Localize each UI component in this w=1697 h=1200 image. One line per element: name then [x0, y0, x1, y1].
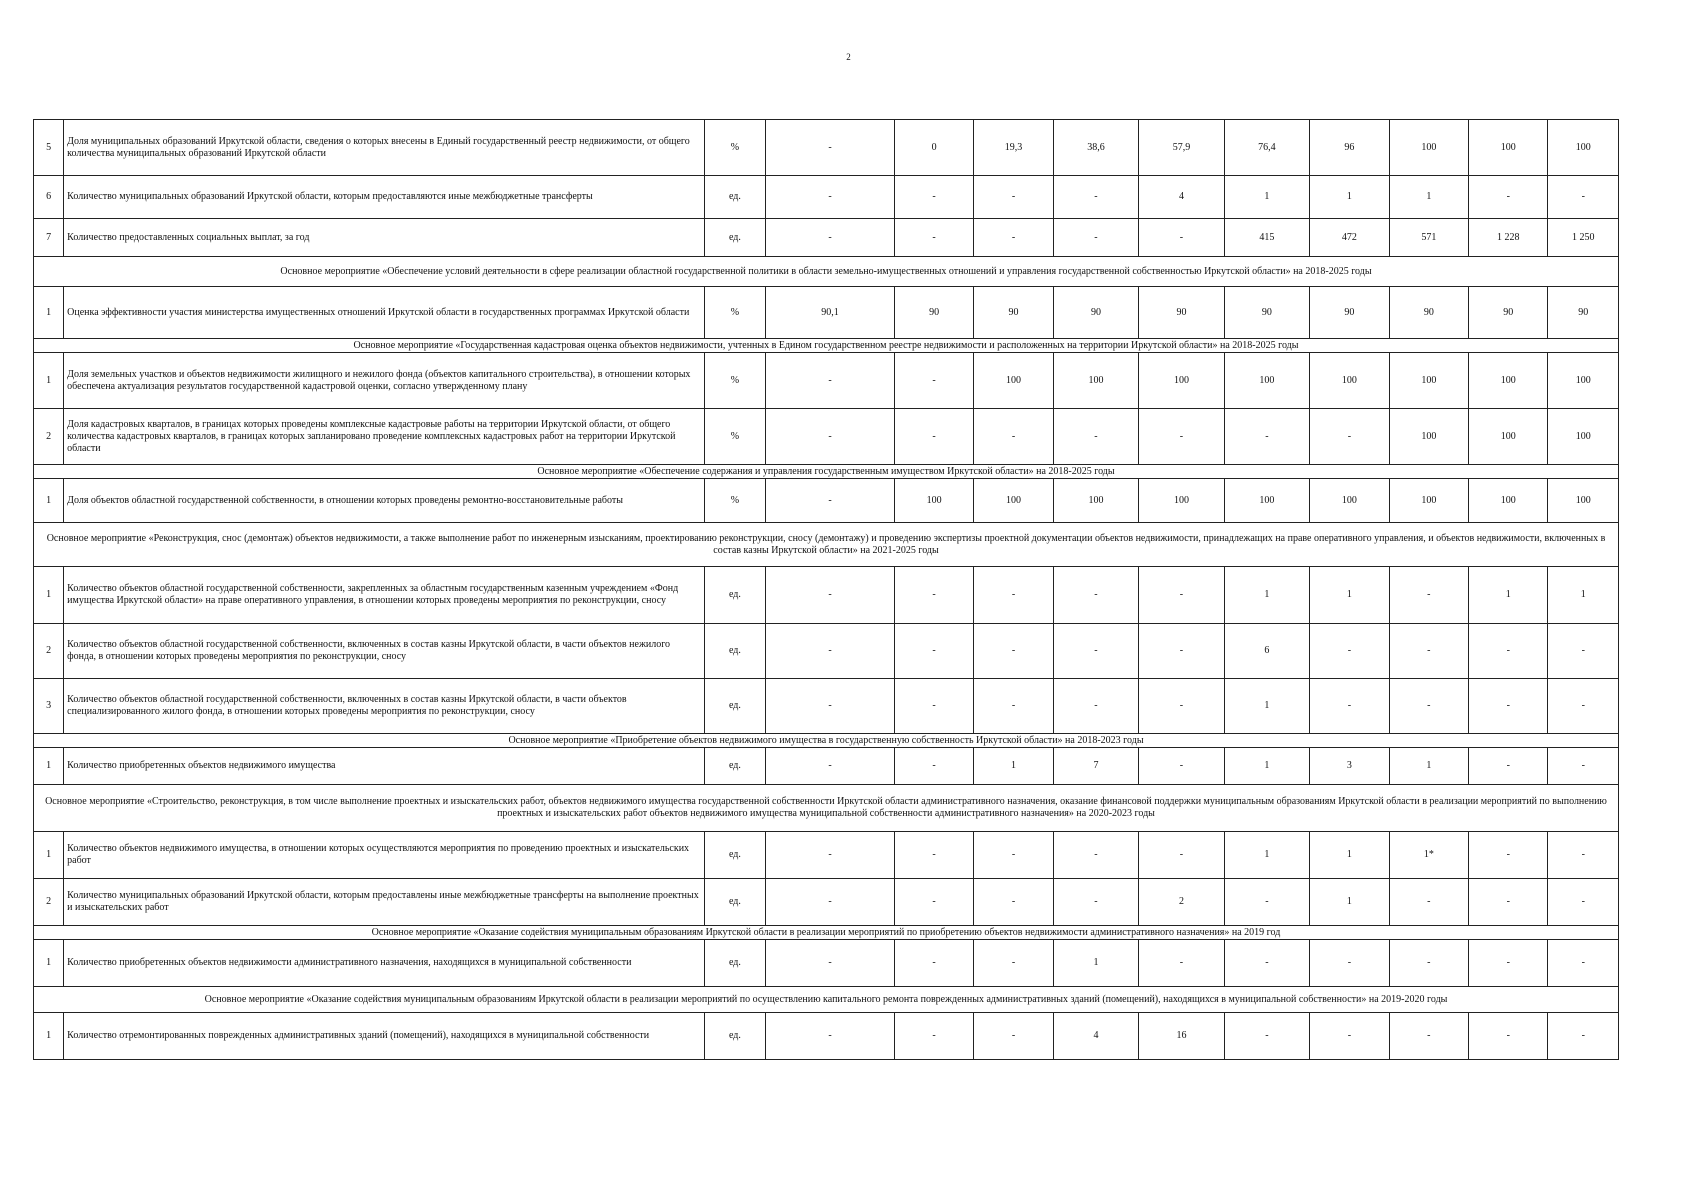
value-cell: - — [1224, 940, 1309, 987]
section-header-row — [34, 734, 1619, 748]
value-cell: - — [1469, 1013, 1548, 1060]
row-number: 1 — [34, 287, 64, 339]
value-cell: - — [894, 832, 973, 879]
row-number: 1 — [34, 1013, 64, 1060]
value-cell: 90,1 — [766, 287, 895, 339]
value-cell: 1 — [1224, 748, 1309, 785]
section-title: Основное мероприятие «Оказание содействия муниципальным образованиям Иркутской области в реализации мероприятий по приобретению объектов недвижимости административного назначения» на 2019 год — [34, 926, 1619, 940]
value-cell: 7 — [1053, 748, 1138, 785]
indicator-name: Количество муниципальных образований Иркутской области, которым предоставлены иные межбюджетные трансферты на выполнение проектных и изыскательских работ — [64, 879, 705, 926]
value-cell: 100 — [1389, 479, 1468, 523]
value-cell: - — [1224, 409, 1309, 465]
table-body — [34, 120, 1619, 1060]
table-row — [34, 624, 1619, 679]
value-cell: 100 — [1139, 353, 1224, 409]
unit-cell: % — [704, 353, 765, 409]
value-cell: - — [1310, 1013, 1389, 1060]
value-cell: 100 — [1310, 479, 1389, 523]
row-number: 1 — [34, 748, 64, 785]
value-cell: - — [766, 567, 895, 624]
value-cell: - — [894, 624, 973, 679]
section-header-row — [34, 339, 1619, 353]
row-number: 2 — [34, 624, 64, 679]
value-cell: - — [974, 624, 1053, 679]
value-cell: - — [1310, 409, 1389, 465]
value-cell: - — [1139, 624, 1224, 679]
indicator-name: Доля объектов областной государственной собственности, в отношении которых проведены ремонтно-восстановительные работы — [64, 479, 705, 523]
section-title: Основное мероприятие «Реконструкция, снос (демонтаж) объектов недвижимости, а также выполнение работ по инженерным изысканиям, проектированию реконструкции, сносу (демонтажу) и проведению экспертизы проектной документации объектов недвижимости, принадлежащих на праве оперативного управления, и объектов недвижимости, включенных в состав казны Иркутской области» на 2021-2025 годы — [34, 523, 1619, 567]
unit-cell: ед. — [704, 176, 765, 219]
indicator-name: Количество объектов областной государственной собственности, закрепленных за областным государственным казенным учреждением «Фонд имущества Иркутской области» на праве оперативного управления, в отношении которых проведены мероприятия по реконструкции, сносу — [64, 567, 705, 624]
value-cell: - — [766, 353, 895, 409]
value-cell: 1 250 — [1548, 219, 1619, 257]
unit-cell: ед. — [704, 1013, 765, 1060]
table-row — [34, 1013, 1619, 1060]
section-title: Основное мероприятие «Оказание содействия муниципальным образованиям Иркутской области в реализации мероприятий по осуществлению капитального ремонта поврежденных административных зданий (помещений), находящихся в муниципальной собственности» на 2019-2020 годы — [34, 987, 1619, 1013]
section-header-row — [34, 785, 1619, 832]
value-cell: - — [766, 879, 895, 926]
value-cell: - — [1548, 1013, 1619, 1060]
value-cell: - — [894, 353, 973, 409]
section-header-row — [34, 987, 1619, 1013]
table-row — [34, 120, 1619, 176]
value-cell: - — [766, 832, 895, 879]
section-title: Основное мероприятие «Приобретение объектов недвижимого имущества в государственную собственность Иркутской области» на 2018-2023 годы — [34, 734, 1619, 748]
value-cell: - — [894, 409, 973, 465]
value-cell: - — [894, 879, 973, 926]
value-cell: - — [894, 1013, 973, 1060]
value-cell: - — [974, 567, 1053, 624]
unit-cell: ед. — [704, 624, 765, 679]
value-cell: - — [894, 176, 973, 219]
value-cell: 1 — [1310, 879, 1389, 926]
value-cell: - — [766, 1013, 895, 1060]
value-cell: 1 — [1224, 679, 1309, 734]
table-row — [34, 287, 1619, 339]
row-number: 1 — [34, 832, 64, 879]
table-row — [34, 176, 1619, 219]
value-cell: - — [1469, 832, 1548, 879]
indicator-name: Количество объектов недвижимого имущества, в отношении которых осуществляются мероприятия по проведению проектных и изыскательских работ — [64, 832, 705, 879]
value-cell: 1 — [1224, 832, 1309, 879]
value-cell: 96 — [1310, 120, 1389, 176]
value-cell: 100 — [1224, 479, 1309, 523]
value-cell: 100 — [1548, 120, 1619, 176]
value-cell: - — [766, 748, 895, 785]
value-cell: 100 — [974, 353, 1053, 409]
value-cell: 100 — [1469, 479, 1548, 523]
section-title: Основное мероприятие «Государственная кадастровая оценка объектов недвижимости, учтенных в Едином государственном реестре недвижимости и расположенных на территории Иркутской области» на 2018-2025 годы — [34, 339, 1619, 353]
value-cell: - — [1053, 409, 1138, 465]
value-cell: 1 — [1053, 940, 1138, 987]
row-number: 2 — [34, 879, 64, 926]
value-cell: - — [894, 940, 973, 987]
unit-cell: ед. — [704, 219, 765, 257]
page-number: 2 — [846, 52, 851, 62]
value-cell: 100 — [894, 479, 973, 523]
value-cell: - — [1310, 624, 1389, 679]
value-cell: - — [894, 679, 973, 734]
value-cell: - — [1224, 879, 1309, 926]
value-cell: - — [1053, 879, 1138, 926]
value-cell: 2 — [1139, 879, 1224, 926]
value-cell: - — [766, 624, 895, 679]
table-row — [34, 409, 1619, 465]
value-cell: - — [1469, 748, 1548, 785]
value-cell: - — [1389, 1013, 1468, 1060]
section-title: Основное мероприятие «Обеспечение условий деятельности в сфере реализации областной государственной политики в области земельно-имущественных отношений и управления государственной собственностью Иркутской области» на 2018-2025 годы — [34, 257, 1619, 287]
value-cell: 415 — [1224, 219, 1309, 257]
value-cell: - — [974, 1013, 1053, 1060]
table-row — [34, 748, 1619, 785]
value-cell: 100 — [1548, 409, 1619, 465]
value-cell: 100 — [1053, 353, 1138, 409]
value-cell: 100 — [1389, 409, 1468, 465]
indicator-name: Количество предоставленных социальных выплат, за год — [64, 219, 705, 257]
indicator-name: Доля земельных участков и объектов недвижимости жилищного и нежилого фонда (объектов капитального строительства), в отношении которых обеспечена актуализация результатов государственной кадастровой оценки, согласно утвержденному плану — [64, 353, 705, 409]
table-row — [34, 679, 1619, 734]
table-row — [34, 567, 1619, 624]
indicator-name: Доля муниципальных образований Иркутской области, сведения о которых внесены в Единый государственный реестр недвижимости, от общего количества муниципальных образований Иркутской области — [64, 120, 705, 176]
table-row — [34, 879, 1619, 926]
row-number: 1 — [34, 567, 64, 624]
value-cell: - — [1469, 940, 1548, 987]
row-number: 6 — [34, 176, 64, 219]
unit-cell: ед. — [704, 567, 765, 624]
value-cell: 1 — [1310, 176, 1389, 219]
value-cell: - — [766, 176, 895, 219]
row-number: 1 — [34, 940, 64, 987]
row-number: 1 — [34, 353, 64, 409]
table-row — [34, 353, 1619, 409]
value-cell: 1 — [1389, 748, 1468, 785]
value-cell: 90 — [1548, 287, 1619, 339]
value-cell: - — [1389, 679, 1468, 734]
value-cell: - — [974, 679, 1053, 734]
value-cell: - — [1548, 940, 1619, 987]
value-cell: 1 — [1224, 567, 1309, 624]
unit-cell: ед. — [704, 679, 765, 734]
unit-cell: % — [704, 120, 765, 176]
value-cell: - — [1139, 679, 1224, 734]
value-cell: 100 — [1469, 353, 1548, 409]
value-cell: 90 — [1389, 287, 1468, 339]
value-cell: - — [1139, 748, 1224, 785]
value-cell: 100 — [974, 479, 1053, 523]
value-cell: 1 — [1310, 832, 1389, 879]
value-cell: 100 — [1469, 120, 1548, 176]
value-cell: 100 — [1139, 479, 1224, 523]
table-row — [34, 940, 1619, 987]
indicator-name: Количество отремонтированных поврежденных административных зданий (помещений), находящихся в муниципальной собственности — [64, 1013, 705, 1060]
value-cell: 1 — [1469, 567, 1548, 624]
row-number: 5 — [34, 120, 64, 176]
row-number: 7 — [34, 219, 64, 257]
indicator-name: Количество объектов областной государственной собственности, включенных в состав казны Иркутской области, в части объектов нежилого фонда, в отношении которых проведены мероприятия по реконструкции, сносу — [64, 624, 705, 679]
value-cell: 1 228 — [1469, 219, 1548, 257]
value-cell: - — [1389, 940, 1468, 987]
value-cell: - — [1053, 832, 1138, 879]
row-number: 1 — [34, 479, 64, 523]
value-cell: 1 — [974, 748, 1053, 785]
value-cell: 3 — [1310, 748, 1389, 785]
value-cell: 90 — [1224, 287, 1309, 339]
value-cell: - — [1053, 176, 1138, 219]
unit-cell: ед. — [704, 940, 765, 987]
indicator-name: Количество муниципальных образований Иркутской области, которым предоставляются иные межбюджетные трансферты — [64, 176, 705, 219]
value-cell: - — [766, 679, 895, 734]
value-cell: 1 — [1310, 567, 1389, 624]
value-cell: - — [1469, 679, 1548, 734]
value-cell: 4 — [1139, 176, 1224, 219]
value-cell: 100 — [1224, 353, 1309, 409]
value-cell: 1 — [1389, 176, 1468, 219]
value-cell: - — [1139, 940, 1224, 987]
value-cell: - — [1548, 624, 1619, 679]
value-cell: - — [1389, 879, 1468, 926]
value-cell: - — [1053, 624, 1138, 679]
value-cell: - — [1548, 832, 1619, 879]
unit-cell: ед. — [704, 748, 765, 785]
section-header-row — [34, 465, 1619, 479]
value-cell: 100 — [1389, 353, 1468, 409]
value-cell: - — [974, 176, 1053, 219]
value-cell: - — [766, 940, 895, 987]
value-cell: - — [1053, 219, 1138, 257]
value-cell: - — [1053, 567, 1138, 624]
value-cell: 0 — [894, 120, 973, 176]
value-cell: 1 — [1224, 176, 1309, 219]
value-cell: 571 — [1389, 219, 1468, 257]
value-cell: - — [766, 219, 895, 257]
value-cell: - — [1053, 679, 1138, 734]
value-cell: - — [766, 479, 895, 523]
value-cell: 16 — [1139, 1013, 1224, 1060]
row-number: 3 — [34, 679, 64, 734]
unit-cell: % — [704, 287, 765, 339]
value-cell: - — [1548, 748, 1619, 785]
value-cell: - — [1310, 679, 1389, 734]
indicator-name: Количество приобретенных объектов недвижимости административного назначения, находящихся в муниципальной собственности — [64, 940, 705, 987]
unit-cell: ед. — [704, 832, 765, 879]
value-cell: 4 — [1053, 1013, 1138, 1060]
value-cell: 6 — [1224, 624, 1309, 679]
value-cell: - — [766, 409, 895, 465]
value-cell: 100 — [1548, 353, 1619, 409]
value-cell: 100 — [1310, 353, 1389, 409]
indicator-name: Количество объектов областной государственной собственности, включенных в состав казны Иркутской области, в части объектов специализированного жилого фонда, в отношении которых проведены мероприятия по реконструкции, сносу — [64, 679, 705, 734]
row-number: 2 — [34, 409, 64, 465]
value-cell: - — [1310, 940, 1389, 987]
section-title: Основное мероприятие «Строительство, реконструкция, в том числе выполнение проектных и изыскательских работ, объектов недвижимого имущества государственной собственности Иркутской области административного назначения, оказание финансовой поддержки муниципальным образованиям Иркутской области в реализации мероприятий по выполнению проектных и изыскательских работ объектов недвижимого имущества муниципальной собственности административного назначения» на 2020-2023 годы — [34, 785, 1619, 832]
value-cell: - — [1548, 879, 1619, 926]
indicator-name: Оценка эффективности участия министерства имущественных отношений Иркутской области в государственных программах Иркутской области — [64, 287, 705, 339]
value-cell: - — [974, 879, 1053, 926]
section-header-row — [34, 257, 1619, 287]
value-cell: 19,3 — [974, 120, 1053, 176]
unit-cell: % — [704, 479, 765, 523]
value-cell: 90 — [974, 287, 1053, 339]
value-cell: - — [894, 748, 973, 785]
value-cell: - — [1139, 832, 1224, 879]
table-row — [34, 832, 1619, 879]
value-cell: 90 — [1310, 287, 1389, 339]
value-cell: 90 — [1139, 287, 1224, 339]
value-cell: - — [1389, 624, 1468, 679]
value-cell: - — [974, 219, 1053, 257]
section-header-row — [34, 523, 1619, 567]
table-row — [34, 479, 1619, 523]
value-cell: - — [1469, 176, 1548, 219]
value-cell: 472 — [1310, 219, 1389, 257]
value-cell: 100 — [1469, 409, 1548, 465]
value-cell: 57,9 — [1139, 120, 1224, 176]
section-title: Основное мероприятие «Обеспечение содержания и управления государственным имуществом Иркутской области» на 2018-2025 годы — [34, 465, 1619, 479]
value-cell: - — [1139, 567, 1224, 624]
unit-cell: ед. — [704, 879, 765, 926]
value-cell: - — [1469, 879, 1548, 926]
value-cell: 100 — [1548, 479, 1619, 523]
value-cell: - — [1224, 1013, 1309, 1060]
value-cell: - — [1469, 624, 1548, 679]
table-row — [34, 219, 1619, 257]
value-cell: - — [1139, 409, 1224, 465]
value-cell: - — [894, 567, 973, 624]
value-cell: - — [1389, 567, 1468, 624]
value-cell: - — [974, 409, 1053, 465]
value-cell: 38,6 — [1053, 120, 1138, 176]
value-cell: - — [974, 832, 1053, 879]
unit-cell: % — [704, 409, 765, 465]
value-cell: - — [1548, 176, 1619, 219]
indicator-name: Количество приобретенных объектов недвижимого имущества — [64, 748, 705, 785]
value-cell: - — [1548, 679, 1619, 734]
value-cell: 1* — [1389, 832, 1468, 879]
value-cell: 90 — [894, 287, 973, 339]
value-cell: 100 — [1053, 479, 1138, 523]
value-cell: - — [974, 940, 1053, 987]
indicators-table — [33, 119, 1619, 1060]
value-cell: 76,4 — [1224, 120, 1309, 176]
value-cell: - — [1139, 219, 1224, 257]
value-cell: 1 — [1548, 567, 1619, 624]
value-cell: - — [766, 120, 895, 176]
value-cell: 90 — [1469, 287, 1548, 339]
value-cell: 90 — [1053, 287, 1138, 339]
value-cell: 100 — [1389, 120, 1468, 176]
section-header-row — [34, 926, 1619, 940]
indicator-name: Доля кадастровых кварталов, в границах которых проведены комплексные кадастровые работы на территории Иркутской области, от общего количества кадастровых кварталов, в границах которых запланировано проведение комплексных кадастровых работ на территории Иркутской области — [64, 409, 705, 465]
value-cell: - — [894, 219, 973, 257]
